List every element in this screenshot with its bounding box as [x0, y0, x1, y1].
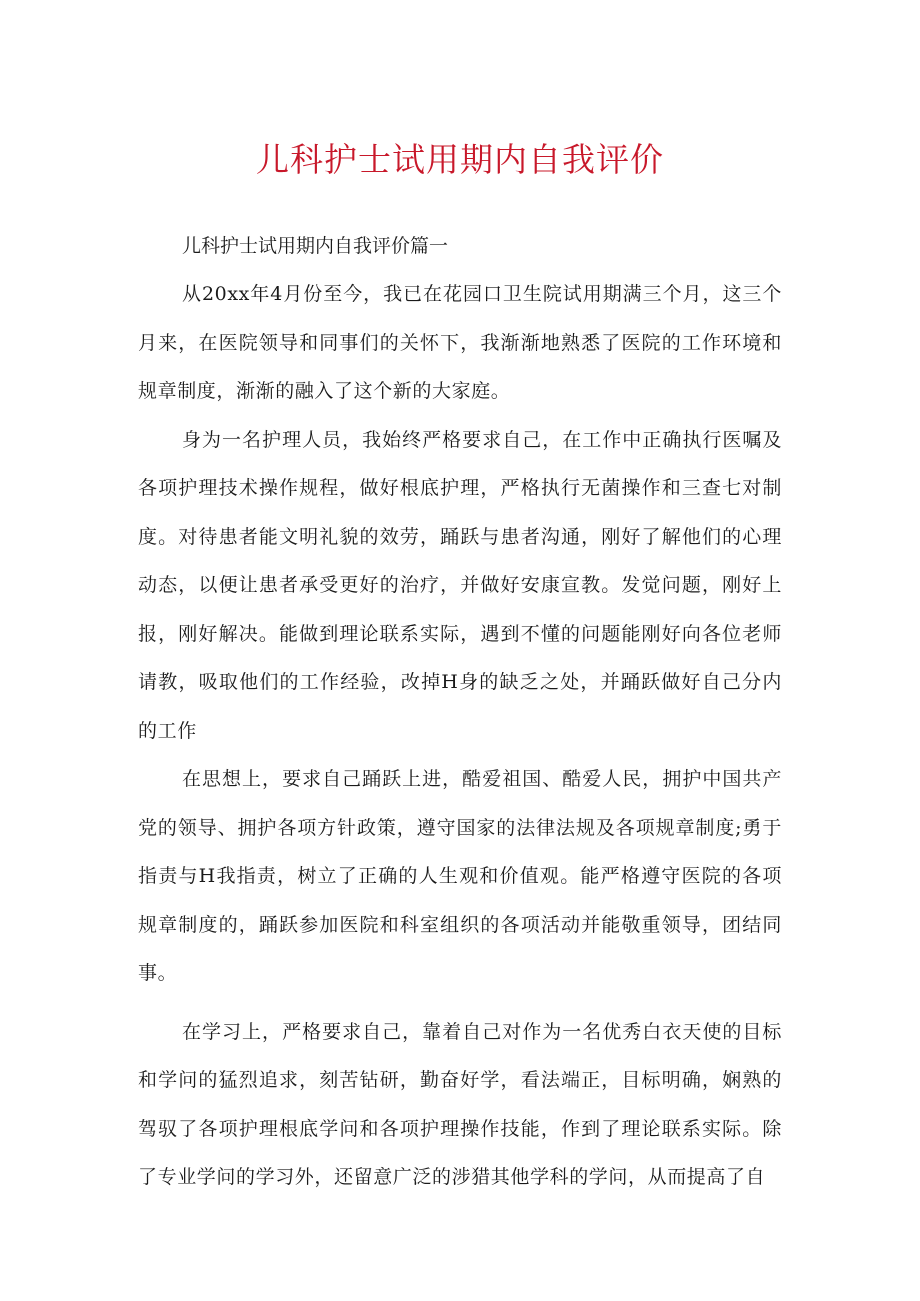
document-subtitle: 儿科护士试用期内自我评价篇一 — [182, 235, 449, 257]
paragraph-thought: 在思想上，要求自己踊跃上进，酷爱祖国、酷爱人民，拥护中国共产党的领导、拥护各项方针政策，遵守国家的法律法规及各项规章制度;勇于指责与H我指责，树立了正确的人生观和价值观。能严格遵守医院的各项规章制度的，踊跃参加医院和科室组织的各项活动并能敬重领导，团结同事。 — [138, 768, 782, 984]
paragraph-study: 在学习上，严格要求自己，靠着自己对作为一名优秀白衣天使的目标和学问的猛烈追求，刻苦钻研，勤奋好学，看法端正，目标明确，娴熟的驾驭了各项护理根底学问和各项护理操作技能，作到了理论联系实际。除了专业学问的学习外，还留意广泛的涉猎其他学科的学问，从而提高了自 — [138, 1020, 782, 1188]
paragraph-work: 身为一名护理人员，我始终严格要求自己，在工作中正确执行医嘱及各项护理技术操作规程，做好根底护理，严格执行无菌操作和三查七对制度。对待患者能文明礼貌的效劳，踊跃与患者沟通，刚好了解他们的心理动态，以便让患者承受更好的治疗，并做好安康宣教。发觉问题，刚好上报，刚好解决。能做到理论联系实际，遇到不懂的问题能刚好向各位老师请教，吸取他们的工作经验，改掉H身的缺乏之处，并踊跃做好自己分内的工作 — [138, 428, 782, 742]
document-title: 儿科护士试用期内自我评价 — [256, 140, 664, 179]
paragraph-intro: 从20xx年4月份至今，我已在花园口卫生院试用期满三个月，这三个月来，在医院领导和同事们的关怀下，我渐渐地熟悉了医院的工作环境和规章制度，渐渐的融入了这个新的大家庭。 — [138, 283, 782, 402]
document-body — [138, 222, 782, 1202]
